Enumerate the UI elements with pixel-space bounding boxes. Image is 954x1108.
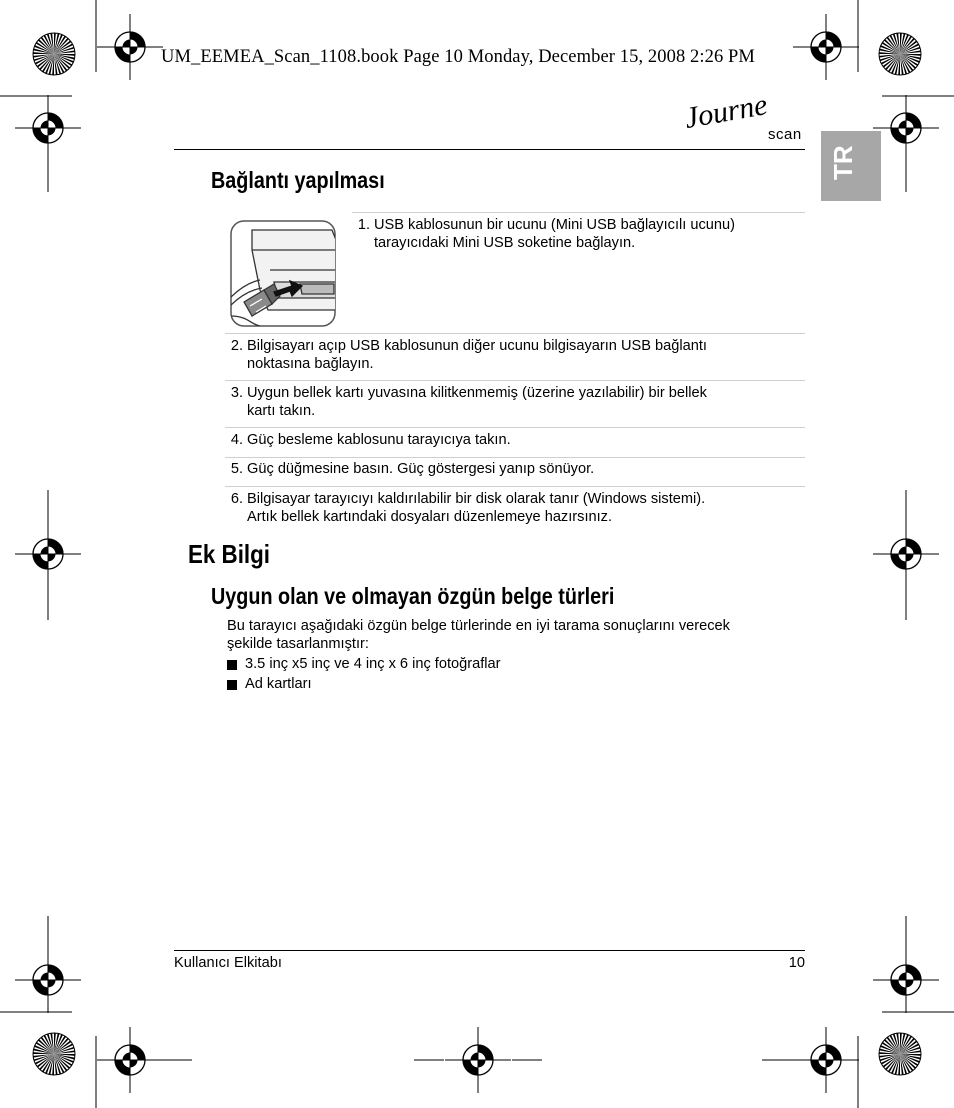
step-number: 1. bbox=[357, 217, 370, 233]
step-number: 5. bbox=[230, 461, 243, 477]
step-number: 2. bbox=[230, 338, 243, 354]
brand-logo bbox=[682, 88, 808, 148]
step-text-line: noktasına bağlayın. bbox=[247, 355, 374, 372]
brand-script: Journe bbox=[682, 88, 770, 136]
usb-connection-illustration bbox=[230, 220, 336, 327]
step-3 bbox=[223, 385, 803, 425]
step-1 bbox=[350, 217, 805, 257]
bullet-text: 3.5 inç x5 inç ve 4 inç x 6 inç fotoğraflar bbox=[245, 656, 501, 672]
language-tab-label: TR bbox=[828, 145, 858, 180]
step-number: 3. bbox=[230, 385, 243, 401]
step-text-line: USB kablosunun bir ucunu (Mini USB bağlayıcılı ucunu) bbox=[374, 217, 735, 233]
step-separator bbox=[225, 333, 805, 334]
footer-rule bbox=[174, 950, 805, 951]
step-6 bbox=[223, 491, 803, 531]
step-separator bbox=[225, 380, 805, 381]
intro-line: şekilde tasarlanmıştır: bbox=[227, 635, 369, 652]
starburst-mark bbox=[879, 33, 921, 75]
intro-line: Bu tarayıcı aşağıdaki özgün belge türlerinde en iyi tarama sonuçlarını verecek bbox=[227, 618, 730, 634]
step-text-line: kartı takın. bbox=[247, 402, 316, 419]
step-text-line: Artık bellek kartındaki dosyaları düzenlemeye hazırsınız. bbox=[247, 508, 613, 525]
header-rule bbox=[174, 149, 805, 150]
step-text-line: Bilgisayarı açıp USB kablosunun diğer ucunu bilgisayarın USB bağlantı bbox=[247, 338, 707, 354]
step-4 bbox=[223, 432, 803, 452]
step-separator bbox=[225, 427, 805, 428]
starburst-mark bbox=[33, 33, 75, 75]
step-text-line: tarayıcıdaki Mini USB soketine bağlayın. bbox=[374, 234, 636, 251]
subheading-document-types: Uygun olan ve olmayan özgün belge türleri bbox=[211, 583, 615, 609]
step-number: 4. bbox=[230, 432, 243, 448]
section-heading-more-info: Ek Bilgi bbox=[188, 539, 271, 569]
starburst-mark bbox=[33, 1033, 75, 1075]
step-text-line: Bilgisayar tarayıcıyı kaldırılabilir bir disk olarak tanır (Windows sistemi). bbox=[247, 491, 706, 507]
step-separator bbox=[225, 457, 805, 458]
brand-sub: scan bbox=[768, 126, 802, 143]
step-text-line: Güç besleme kablosunu tarayıcıya takın. bbox=[247, 432, 511, 448]
step-number: 6. bbox=[230, 491, 243, 507]
bullet-square-icon bbox=[227, 660, 237, 670]
language-tab bbox=[821, 131, 881, 201]
intro-paragraph bbox=[227, 618, 807, 653]
starburst-mark bbox=[879, 1033, 921, 1075]
step-text-line: Güç düğmesine basın. Güç göstergesi yanıp sönüyor. bbox=[247, 461, 595, 477]
footer-title: Kullanıcı Elkitabı bbox=[174, 955, 282, 971]
page-number: 10 bbox=[788, 955, 805, 971]
step-2 bbox=[223, 338, 803, 378]
bullet-text: Ad kartları bbox=[245, 676, 312, 692]
step-separator bbox=[225, 486, 805, 487]
step-separator bbox=[352, 212, 805, 213]
step-5 bbox=[223, 461, 803, 481]
section-heading-connect: Bağlantı yapılması bbox=[211, 167, 385, 193]
bullet-square-icon bbox=[227, 680, 237, 690]
step-text-line: Uygun bellek kartı yuvasına kilitkenmemiş (üzerine yazılabilir) bir bellek bbox=[247, 385, 707, 401]
print-header: UM_EEMEA_Scan_1108.book Page 10 Monday, December 15, 2008 2:26 PM bbox=[161, 47, 755, 67]
